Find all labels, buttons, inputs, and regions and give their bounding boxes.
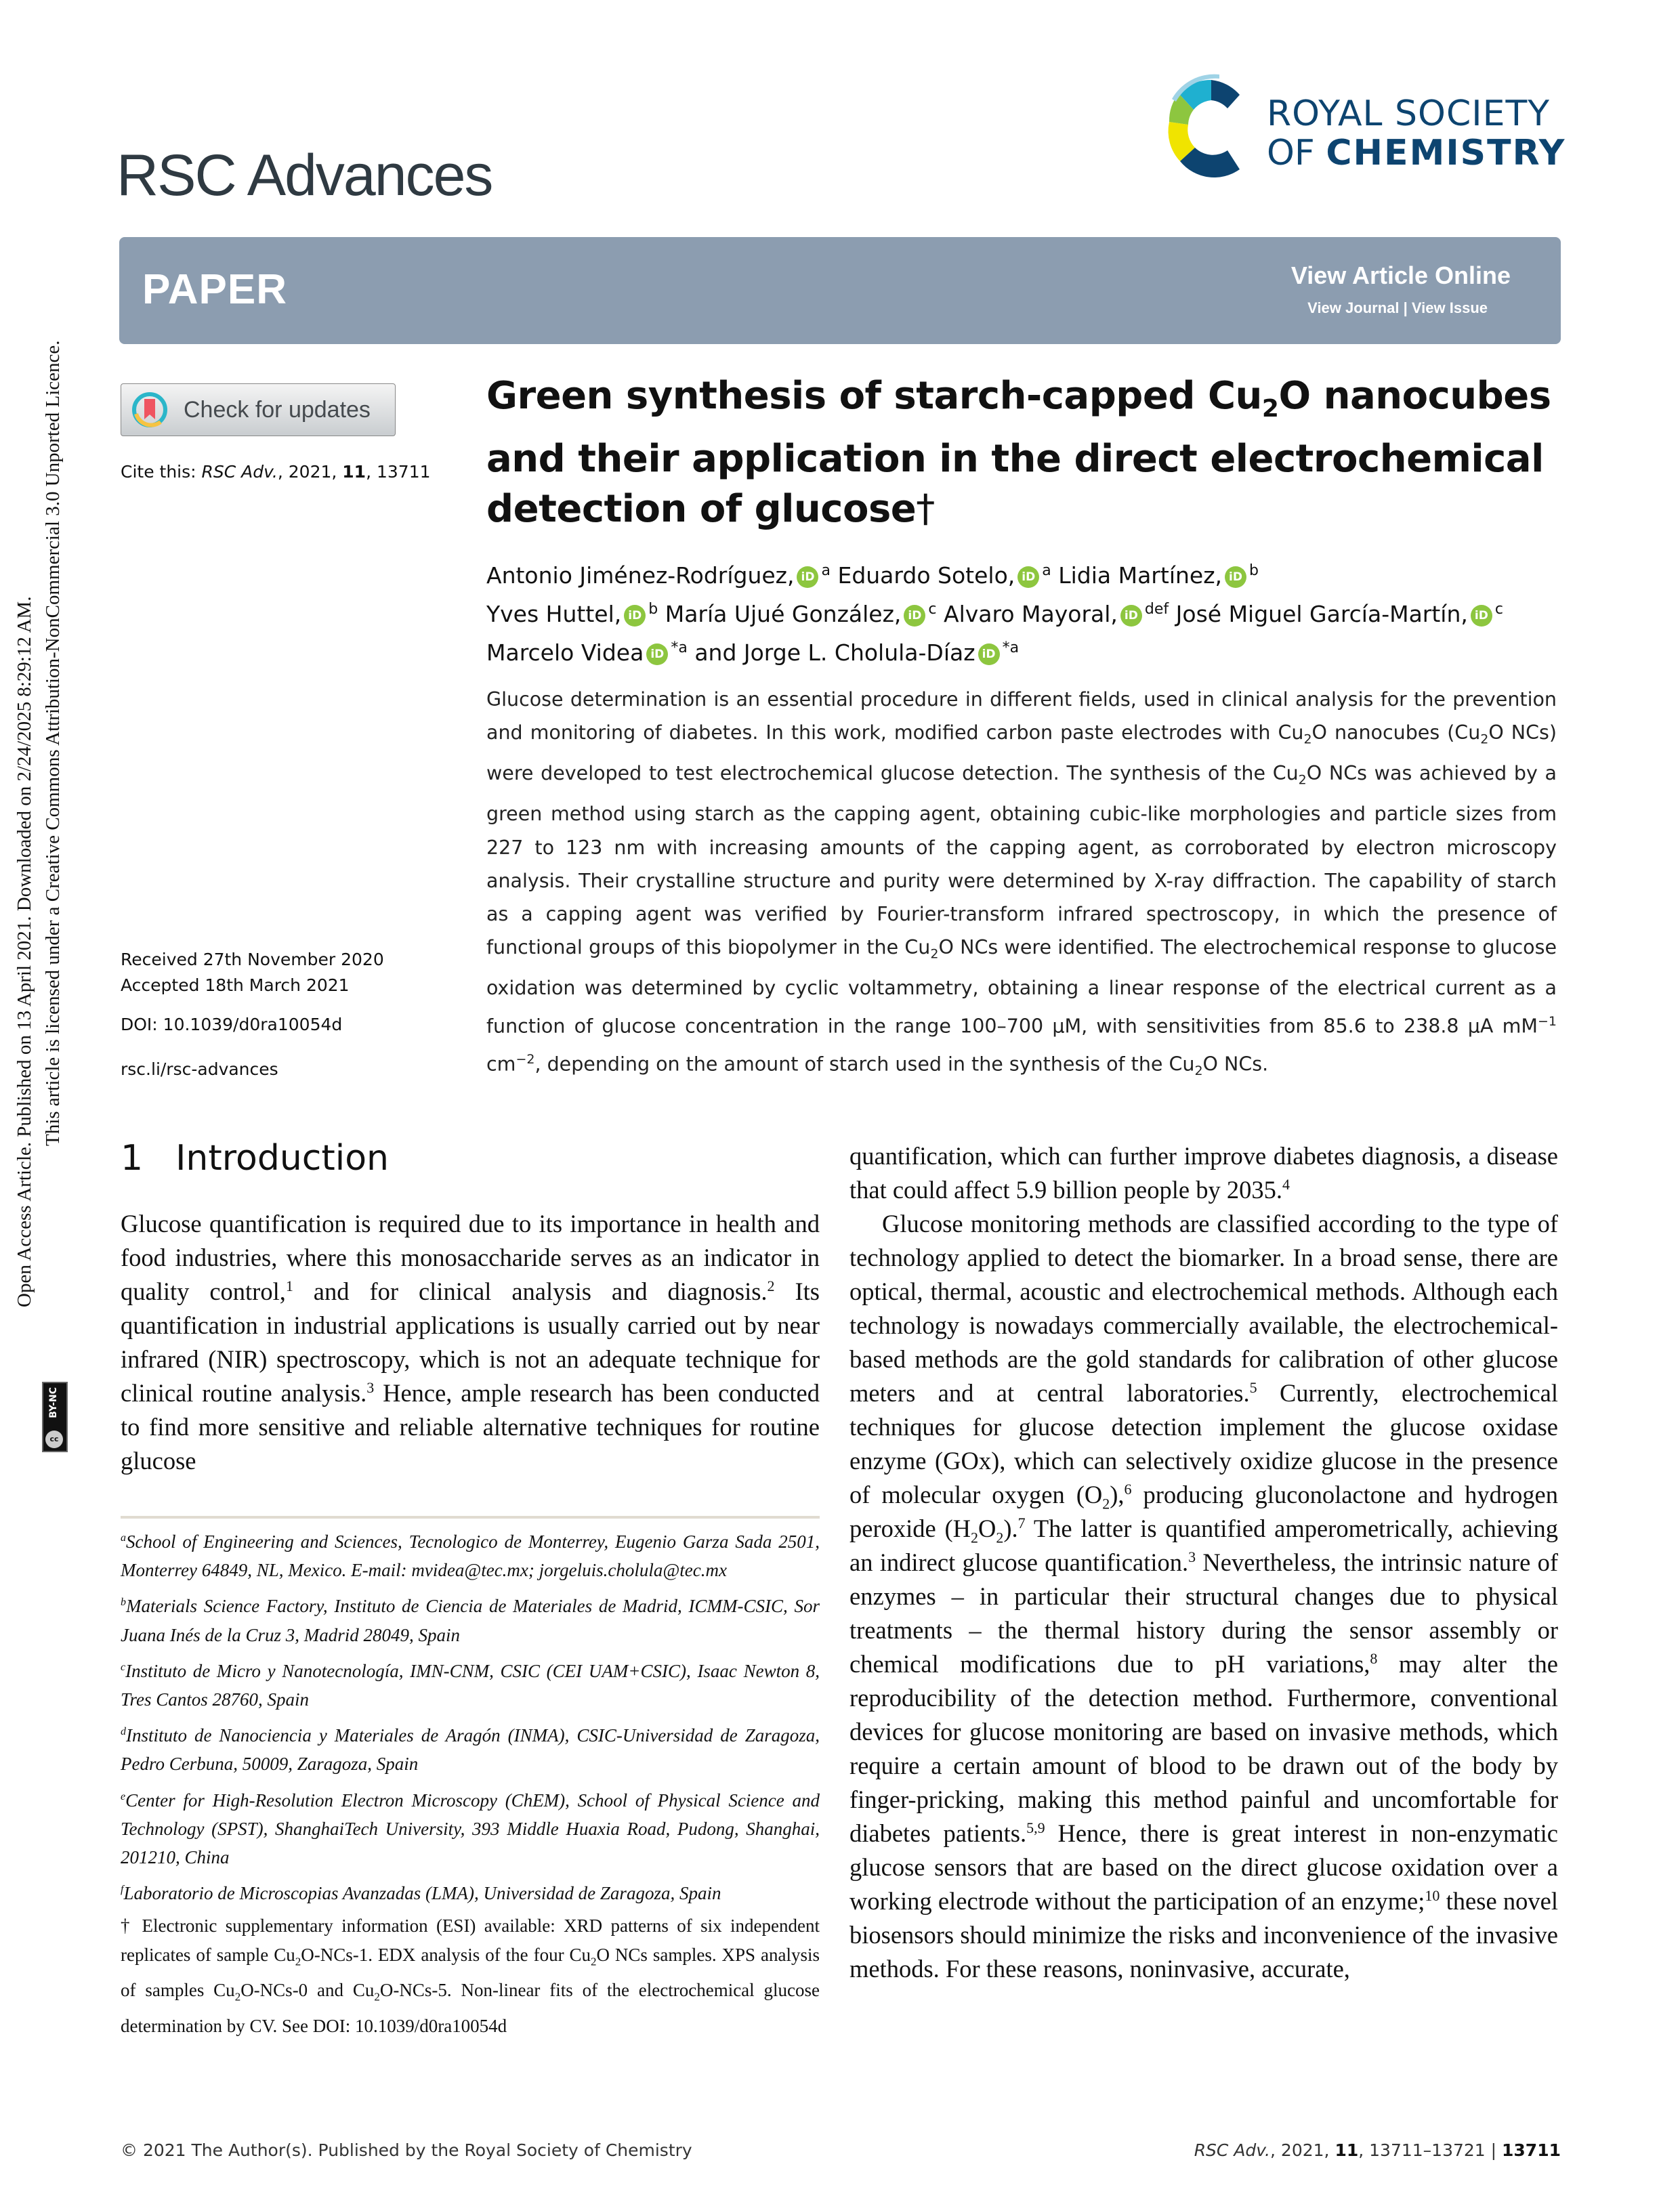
author: Antonio Jiménez-Rodríguez, [486,562,795,589]
intro-left-column [121,1207,820,1478]
reference-link[interactable]: 7 [1017,1514,1026,1531]
orcid-icon[interactable]: iD [1120,605,1142,627]
affiliation-d: $^d$Instituto de Nanociencia y Materiales de Aragón (INMA), CSIC-Universidad de Zaragoza, Pedro Cerbuna, 50009, Zaragoza, Spain [121,1725,820,1775]
author: and Jorge L. Cholula-Díaz [694,639,975,666]
accepted-date: Accepted 18th March 2021 [121,975,350,995]
doi[interactable]: DOI: 10.1039/d0ra10054d [121,1015,343,1034]
check-for-updates-button[interactable] [121,383,396,436]
received-date: Received 27th November 2020 [121,950,384,969]
orcid-icon[interactable]: iD [1017,566,1039,588]
reference-link[interactable]: 8 [1370,1649,1378,1667]
author: Yves Huttel, [486,601,622,627]
licence-notice[interactable]: This article is licensed under a Creative Commons Attribution-NonCommercial 3.0 Unported Licence. [42,340,64,1146]
reference-link[interactable]: 1 [285,1277,293,1294]
citation: Cite this: RSC Adv., 2021, 11, 13711 [121,462,431,482]
banner-links [1307,299,1488,317]
esi-dagger-link[interactable]: † [916,487,935,532]
affiliation-c: $^c$Instituto de Micro y Nanotecnología, IMN-CNM, CSIC (CEI UAM+CSIC), Isaac Newton 8, Tres Cantos 28760, Spain [121,1660,820,1710]
orcid-icon[interactable]: iD [1225,566,1246,588]
rsc-logo[interactable] [1152,68,1572,190]
reference-link[interactable]: 3 [1188,1548,1196,1565]
author: Marcelo Videa [486,639,644,666]
author: Eduardo Sotelo, [837,562,1015,589]
author-list: Antonio Jiménez-Rodríguez, iD $^a$ Eduardo Sotelo, iD $^a$ Lidia Martínez, iD $^b$ Yves Huttel, iD $^b$ María Ujué González, iD $^c$ Alvaro Mayoral, iD $^{def}$ José Miguel García-Martín, iD $^c$ Marcelo Videa iD $^{*a}$ and Jorge L. Cholula-Díaz iD $^{*a}$ [486,562,1503,666]
view-article-online-link[interactable]: View Article Online [1290,261,1511,289]
reference-link[interactable]: 3 [366,1378,375,1396]
affiliation-a: $^a$School of Engineering and Sciences, Tecnologico de Monterrey, Eugenio Garza Sada 2501, Monterrey 64849, NL, Mexico. E-mail: mvidea@tec.mx; jorgeluis.cholula@tec.mx [121,1531,820,1581]
footnote-divider [121,1516,820,1519]
cc-by-nc-badge[interactable] [42,1382,68,1452]
affiliation-b: $^b$Materials Science Factory, Instituto de Ciencia de Materiales de Madrid, ICMM-CSIC, Sor Juana Inés de la Cruz 3, Madrid 28049, Spain [121,1596,820,1645]
author: Alvaro Mayoral, [944,601,1118,627]
affiliation-f: $^f$Laboratorio de Microscopias Avanzadas (LMA), Universidad de Zaragoza, Spain [121,1883,721,1904]
intro-right-column [849,1139,1558,1986]
page-number: 13711 [1502,2140,1561,2160]
paragraph: Glucose quantification is required due to its importance in health and food industries, where this monosaccharide serves as an indicator in quality control,$^1$ and for clinical analysis and diagnosis.$^2$ Its quantification in industrial applications is usually carried out by near infrared (NIR) spectroscopy, which is not an adequate technique for clinical routine analysis.$^3$ Hence, ample research has been conducted to find more sensitive and reliable alternative techniques for routine glucose [121,1210,820,1475]
affiliation-e: $^e$Center for High-Resolution Electron Microscopy (ChEM), School of Physical Science and Technology (SPST), ShanghaiTech University, 393 Middle Huaxia Road, Pudong, Shanghai, 201210, China [121,1790,820,1868]
reference-link[interactable]: 2 [767,1277,775,1294]
paragraph: Glucose monitoring methods are classified according to the type of technology applied to detect the biomarker. In a broad sense, there are optical, thermal, acoustic and electrochemical methods. Although each technology is nowadays commercially available, the electrochemical-based methods are the gold standards for calibration of other glucose meters and at central laboratories.$^5$ Currently, electrochemical techniques for glucose detection implement the glucose oxidase enzyme (GOx), which can selectively oxidize glucose in the presence of molecular oxygen $(O_2),^6$ producing gluconolactone and hydrogen peroxide $(H_2O_2).^7$ The latter is quantified amperometrically, achieving an indirect glucose quantification.$^3$ Nevertheless, the intrinsic nature of enzymes – in particular their structural changes due to physical treatments – the thermal history during the sensor assembly or chemical modifications due to pH variations,$^8$ may alter the reproducibility of the detection method. Furthermore, conventional devices for glucose monitoring are based on invasive methods, which require a certain amount of blood to be drawn out of the body by finger-pricking, making this method painful and uncomfortable for diabetes patients.$^{5,9}$ Hence, there is great interest in non-enzymatic glucose sensors that are based on the direct glucose oxidation over a working electrode without the participation of an enzyme;$^{10}$ these novel biosensors should minimize the risks and inconvenience of the invasive methods. For these reasons, noninvasive, accurate, [849,1210,1559,1983]
orcid-icon[interactable]: iD [624,605,646,627]
view-issue-link[interactable]: View Issue [1411,299,1488,316]
journal-title: RSC Advances [117,143,492,208]
orcid-icon[interactable]: iD [978,643,1000,665]
rsc-c-logo-icon [1152,68,1267,190]
footnotes [121,1524,820,2044]
article-dates [121,947,384,998]
author: Lidia Martínez, [1058,562,1223,589]
orcid-icon[interactable]: iD [904,605,925,627]
view-journal-link[interactable]: View Journal [1307,299,1400,316]
orcid-icon[interactable]: iD [646,643,668,665]
link-separator: | [1403,299,1408,316]
reference-link[interactable]: 10 [1425,1886,1440,1904]
rsc-logo-line1: ROYAL SOCIETY [1267,93,1550,134]
reference-link[interactable]: 5 [1249,1378,1257,1396]
author: María Ujué González, [665,601,902,627]
author: José Miguel García-Martín, [1175,601,1468,627]
creative-commons-icon: cc [45,1431,63,1448]
article-type-banner [119,237,1561,344]
check-for-updates-label: Check for updates [184,396,371,423]
article-title: Green synthesis of starch-capped $Cu_2O$ nanocubes and their application in the direct electrochemical detection of glucose† [486,374,1551,532]
by-nc-label: BY-NC [48,1387,59,1418]
esi-footnote: † Electronic supplementary information (ESI) available: XRD patterns of six independent replicates of sample $Cu_2O-NCs-1$. EDX analysis of the four $Cu_2O$ NCs samples. XPS analysis of samples $Cu_2O-NCs-0$ and $Cu_2O-NCs-5$. Non-linear fits of the electrochemical glucose determination by CV. See DOI: 10.1039/d0ra10054d [121,1916,820,2036]
journal-link[interactable]: rsc.li/rsc-advances [121,1059,278,1079]
reference-link[interactable]: 6 [1124,1480,1132,1498]
paragraph: quantification, which can further improve diabetes diagnosis, a disease that could affect 5.9 billion people by 2035.$^4$ [849,1142,1558,1204]
rsc-logo-line2: OF CHEMISTRY [1267,133,1566,173]
reference-link[interactable]: 5,9 [1026,1819,1045,1836]
article-type-label: PAPER [142,266,288,313]
abstract: Glucose determination is an essential procedure in different fields, used in clinical analysis for the prevention and monitoring of diabetes. In this work, modified carbon paste electrodes with $Cu_2O$ nanocubes ($Cu_2O$ NCs) were developed to test electrochemical glucose detection. The synthesis of the $Cu_2O$ NCs was achieved by a green method using starch as the capping agent, obtaining cubic-like morphologies and particle sizes from 227 to 123 nm with increasing amounts of the capping agent, as corroborated by electron microscopy analysis. Their crystalline structure and purity were determined by X-ray diffraction. The capability of starch as a capping agent was verified by Fourier-transform infrared spectroscopy, in which the presence of functional groups of this biopolymer in the $Cu_2O$ NCs were identified. The electrochemical response to glucose oxidation was determined by cyclic voltammetry, obtaining a linear response of the electrical current as a function of glucose concentration in the range 100–700 μM, with sensitivities from 85.6 to 238.8 μA $mM^{-1}$ $cm^{-2}$, depending on the amount of starch used in the synthesis of the $Cu_2O$ NCs. [486,688,1557,1078]
copyright-footer: © 2021 The Author(s). Published by the Royal Society of Chemistry [121,2140,692,2160]
section-heading-introduction: 1 Introduction [121,1138,389,1179]
reference-link[interactable]: 4 [1282,1175,1290,1193]
orcid-icon[interactable]: iD [1471,605,1492,627]
crossmark-icon [131,391,169,429]
page-citation-footer: RSC Adv., 2021, 11, 13711–13721 | 13711 [1194,2140,1561,2160]
orcid-icon[interactable]: iD [797,566,818,588]
open-access-notice: Open Access Article. Published on 13 April 2021. Downloaded on 2/24/2025 8:29:12 AM. [14,596,35,1307]
